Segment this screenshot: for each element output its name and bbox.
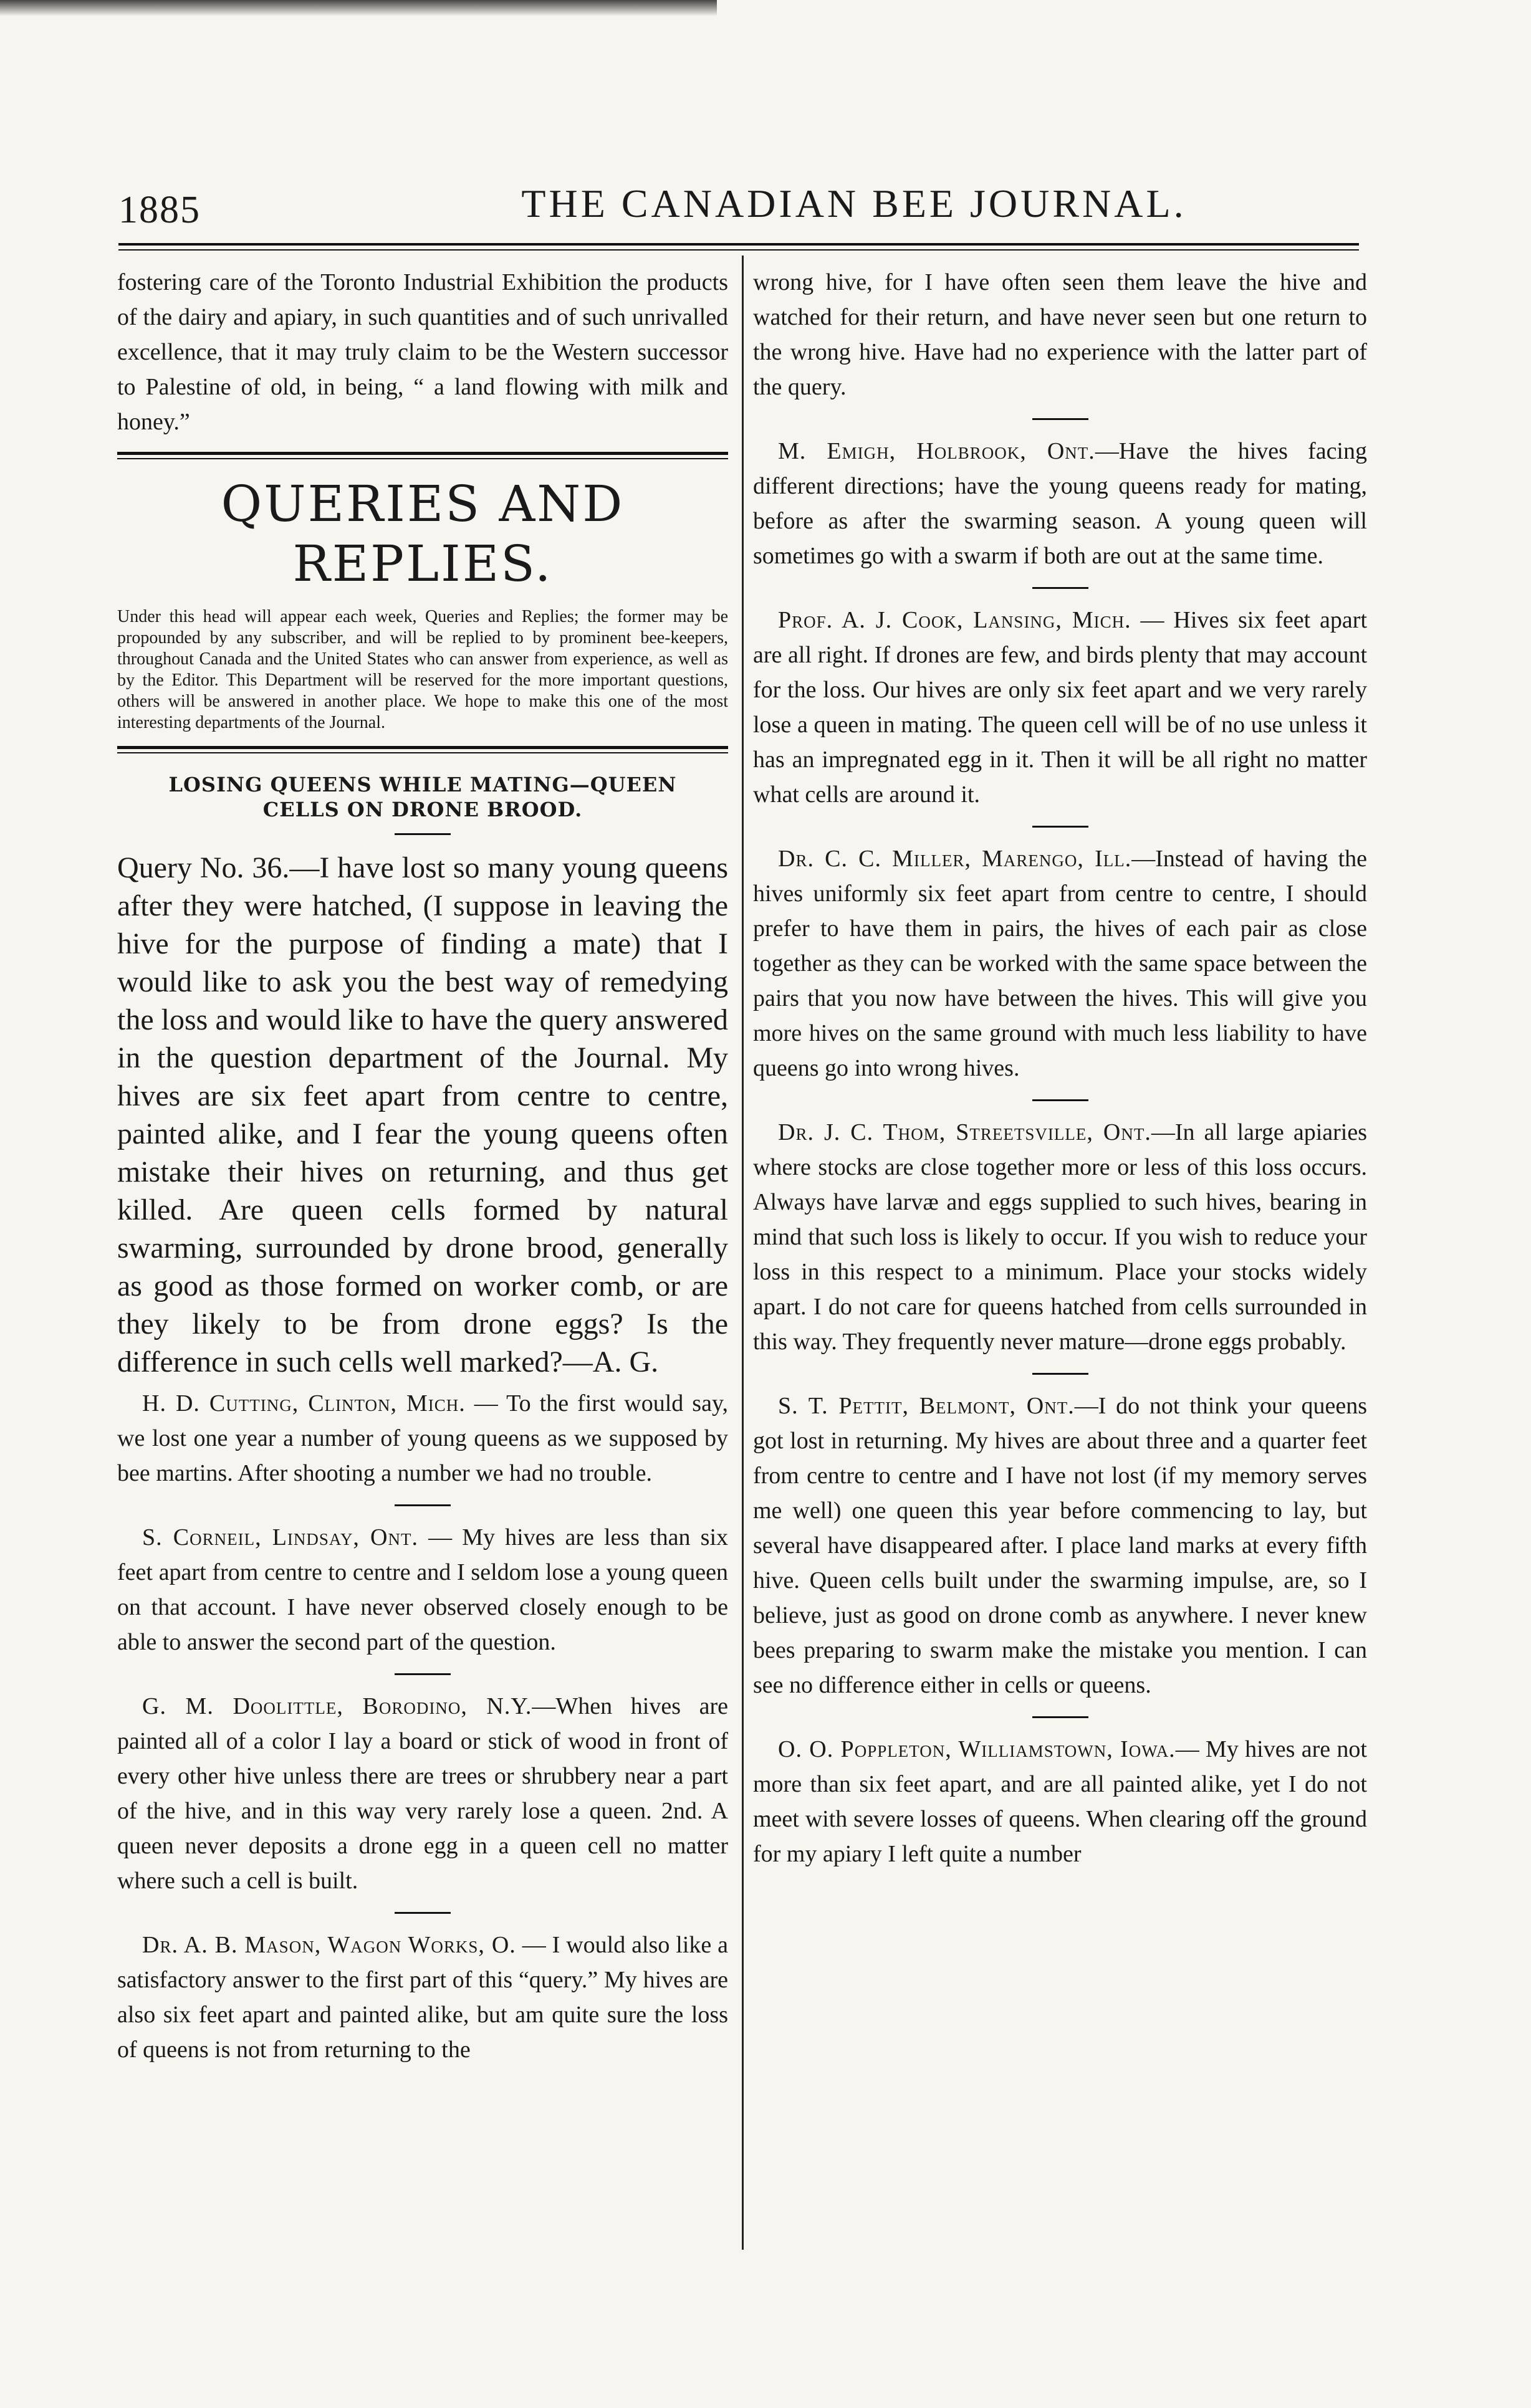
- reply-separator: [1032, 418, 1088, 420]
- reply-text: — My hives are less than six feet apart from centre to centre and I seldom lose a young queen on that account. I have never observed closely enough to be able to answer the second part of the question.: [117, 1524, 728, 1655]
- reply-author: Dr. J. C. Thom, Streetsville, Ont.: [778, 1119, 1151, 1145]
- page-number: 1885: [118, 189, 201, 231]
- header-rule-thick: [118, 243, 1359, 246]
- reply-separator: [1032, 1373, 1088, 1375]
- reply-cutting: [117, 1386, 728, 1491]
- reply-separator: [1032, 587, 1088, 589]
- reply-doolittle: [117, 1689, 728, 1898]
- section-intro-rule: [117, 746, 728, 753]
- reply-text: —I do not think your queens got lost in returning. My hives are about three and a quarter feet from centre to centre and I have not lost (if my memory serves me well) one queen this year before commencing to lay, but several have disappeared after. I place land marks at every fifth hive. Queen cells built under the swarming impulse, are, so I believe, just as good on drone comb as anywhere. I never knew bees preparing to swarm make the mistake you mention. I can see no difference either in cells or queens.: [753, 1393, 1367, 1698]
- reply-thom: [753, 1115, 1367, 1359]
- reply-separator: [1032, 1099, 1088, 1101]
- journal-title: THE CANADIAN BEE JOURNAL.: [521, 181, 1187, 226]
- right-column: [753, 265, 1367, 1871]
- header-rule-thin: [118, 249, 1359, 251]
- reply-emigh: [753, 434, 1367, 573]
- reply-pettit: [753, 1388, 1367, 1703]
- query-title: [117, 772, 728, 822]
- reply-author: Prof. A. J. Cook, Lansing, Mich.: [778, 607, 1131, 633]
- reply-cook: [753, 603, 1367, 812]
- continued-paragraph: fostering care of the Toronto Industrial Exhibition the products of the dairy and apiary, in such quantities and of such unrivalled excellence, that it may truly claim to be the Western successor to Palestine of old, in being, “ a land flowing with milk and honey.”: [117, 269, 728, 435]
- section-rule: [117, 452, 728, 459]
- continued-paragraph: wrong hive, for I have often seen them leave the hive and watched for their return, and have never seen but one return to the wrong hive. Have had no experience with the latter part of the query.: [753, 269, 1367, 400]
- reply-miller: [753, 841, 1367, 1086]
- reply-author: M. Emigh, Holbrook, Ont.: [778, 438, 1095, 464]
- scan-edge-shadow: [0, 0, 717, 16]
- reply-corneil: [117, 1520, 728, 1660]
- reply-text: —Have the hives facing different directions; have the young queens ready for mating, before as after the swarming season. A young queen will sometimes go with a swarm if both are out at the same time.: [753, 438, 1367, 569]
- reply-poppleton: [753, 1732, 1367, 1871]
- reply-author: G. M. Doolittle, Borodino, N.Y.: [142, 1693, 532, 1719]
- query-title-line-2: CELLS ON DRONE BROOD.: [262, 798, 583, 821]
- reply-separator: [395, 1504, 451, 1506]
- reply-text: —In all large apiaries where stocks are close together more or less of this loss occurs. Always have larvæ and eggs supplied to such hives, bearing in mind that such loss is likely to occur. If you wish to reduce your loss in this respect to a minimum. Place your stocks widely apart. I do not care for queens hatched from cells surrounded in this way. They frequently never mature—drone eggs probably.: [753, 1119, 1367, 1355]
- left-column: [117, 265, 728, 2067]
- query-title-rule: [395, 833, 451, 835]
- reply-author: H. D. Cutting, Clinton, Mich.: [142, 1390, 466, 1417]
- column-divider: [742, 256, 744, 2250]
- query-title-line-1: LOSING QUEENS WHILE MATING—QUEEN: [168, 773, 677, 796]
- section-intro-text: Under this head will appear each week, Queries and Replies; the former may be propounded by any subscriber, and will be replied to by prominent bee-keepers, throughout Canada and the United States who can answer from experience, as well as by the Editor. This Department will be reserved for the more important questions, others will be answered in another place. We hope to make this one of the most interesting departments of the Journal.: [117, 607, 728, 732]
- reply-author: Dr. A. B. Mason, Wagon Works, O.: [142, 1932, 516, 1958]
- reply-text: — To the first would say, we lost one year a number of young queens as we supposed by bee martins. After shooting a number we had no trouble.: [117, 1390, 728, 1486]
- reply-separator: [395, 1673, 451, 1675]
- section-intro: [117, 606, 728, 733]
- reply-text: — I would also like a satisfactory answer to the first part of this “query.” My hives are also six feet apart and painted alike, but am quite sure the loss of queens is not from returning to the: [117, 1932, 729, 2063]
- reply-text: —When hives are painted all of a color I lay a board or stick of wood in front of every other hive unless there are trees or shrubbery near a part of the hive, and in this way very rarely lose a queen. 2nd. A queen never deposits a drone egg in a queen cell no matter where such a cell is built.: [117, 1693, 728, 1894]
- reply-author: Dr. C. C. Miller, Marengo, Ill.: [778, 846, 1132, 872]
- reply-separator: [1032, 1716, 1088, 1718]
- reply-separator: [1032, 826, 1088, 828]
- reply-author: S. Corneil, Lindsay, Ont.: [142, 1524, 418, 1550]
- reply-text: — Hives six feet apart are all right. If drones are few, and birds plenty that may account for the loss. Our hives are only six feet apart and we very rarely lose a queen in mating. The queen cell will be of no use unless it has an impregnated egg in it. Then it will be all right no matter what cells are around it.: [753, 607, 1367, 808]
- reply-separator: [395, 1912, 451, 1914]
- reply-author: S. T. Pettit, Belmont, Ont.: [778, 1393, 1075, 1419]
- query-text: Query No. 36.—I have lost so many young queens after they were hatched, (I suppose in leaving the hive for the purpose of finding a mate) that I would like to ask you the best way of remedying the loss and would like to have the query answered in the question department of the Journal. My hives are six feet apart from centre to centre, painted alike, and I fear the young queens often mistake their hives on returning, and thus get killed. Are queen cells formed by natural swarming, surrounded by drone brood, generally as good as those formed on worker comb, or are they likely to be from drone eggs? Is the difference in such cells well marked?—A. G.: [117, 851, 728, 1378]
- reply-text: —Instead of having the hives uniformly six feet apart from centre to centre, I should prefer to have them in pairs, the hives of each pair as close together as they can be worked with the same space between the pairs that you now have between the hives. This will give you more hives on the same ground with much less liability to have queens go into wrong hives.: [753, 846, 1368, 1081]
- reply-author: O. O. Poppleton, Williamstown, Iowa.: [778, 1736, 1176, 1762]
- page-header: [118, 181, 1359, 240]
- reply-mason: [117, 1928, 728, 2067]
- reply-text: — My hives are not more than six feet apart, and are all painted alike, yet I do not meet with severe losses of queens. When clearing off the ground for my apiary I left quite a number: [753, 1736, 1367, 1867]
- section-title: QUERIES AND REPLIES.: [221, 475, 625, 593]
